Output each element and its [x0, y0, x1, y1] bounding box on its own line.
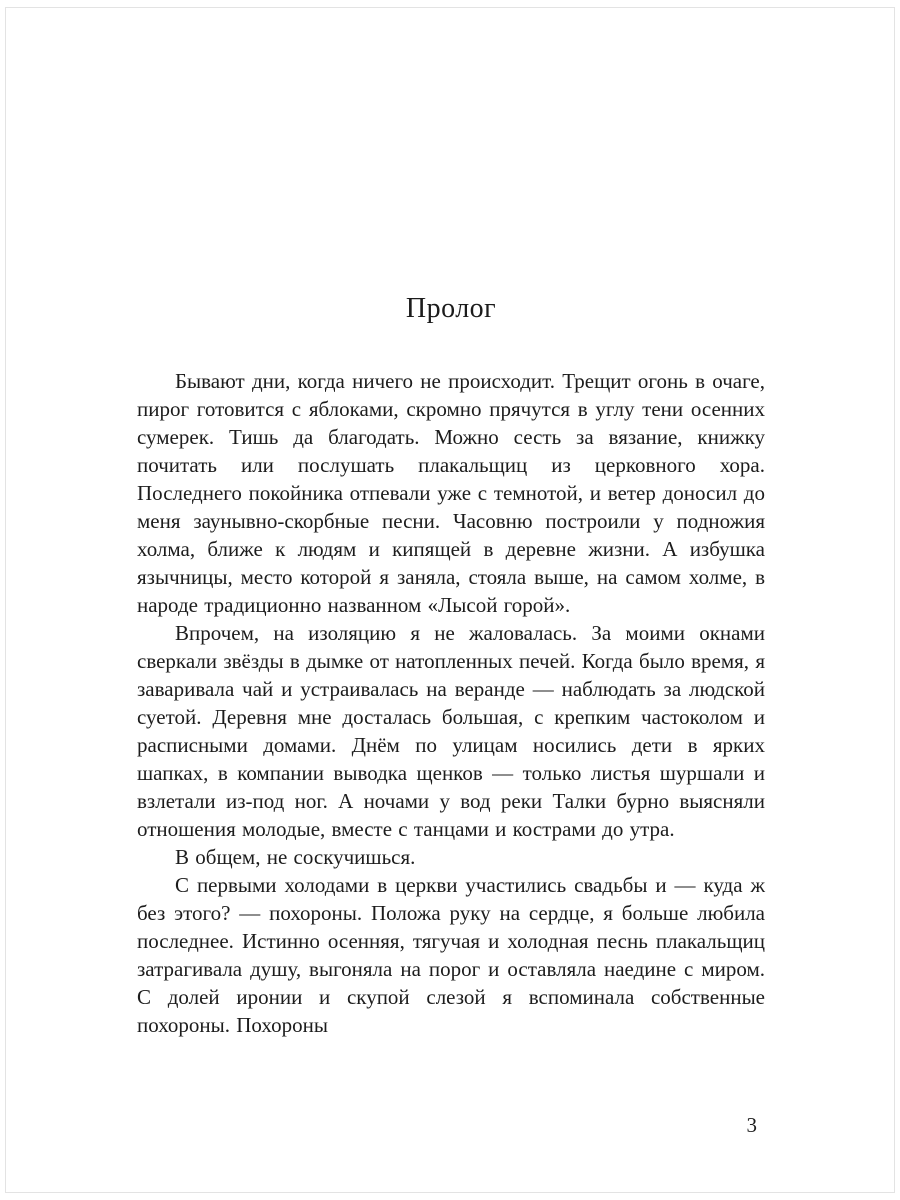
paragraph: Впрочем, на изоляцию я не жаловалась. За моими окнами сверкали звёзды в дымке от натопленных печей. Когда было время, я заваривала чай и устраивалась на веранде — наблюдать за людской суетой. Деревня мне досталась большая, с крепким частоколом и расписными домами. Днём по улицам носились дети в ярких шапках, в компании выводка щенков — только листья шуршали и взлетали из-под ног. А ночами у вод реки Талки бурно выясняли отношения молодые, вместе с танцами и кострами до утра. [137, 621, 765, 841]
chapter-title: Пролог [405, 293, 497, 324]
page-content [137, 293, 765, 1039]
paragraph: В общем, не соскучишься. [175, 845, 416, 869]
paragraph: Бывают дни, когда ничего не происходит. Трещит огонь в очаге, пирог готовится с яблоками, скромно прячутся в углу тени осенних сумерек. Тишь да благодать. Можно сесть за вязание, книжку почитать или послушать плакальщиц из церковного хора. Последнего покойника отпевали уже с темнотой, и ветер доносил до меня заунывно-скорбные песни. Часовню построили у подножия холма, ближе к людям и кипящей в деревне жизни. А избушка язычницы, место которой я заняла, стояла выше, на самом холме, в народе традиционно названном «Лысой горой». [137, 369, 765, 617]
paragraph: С первыми холодами в церкви участились свадьбы и — куда ж без этого? — похороны. Положа руку на сердце, я больше любила последнее. Истинно осенняя, тягучая и холодная песнь плакальщиц затрагивала душу, выгоняла на порог и оставляла наедине с миром. С долей иронии и скупой слезой я вспоминала собственные похороны. Похороны [137, 873, 765, 1037]
text-block [137, 367, 765, 1039]
page-number: 3 [746, 1113, 757, 1137]
